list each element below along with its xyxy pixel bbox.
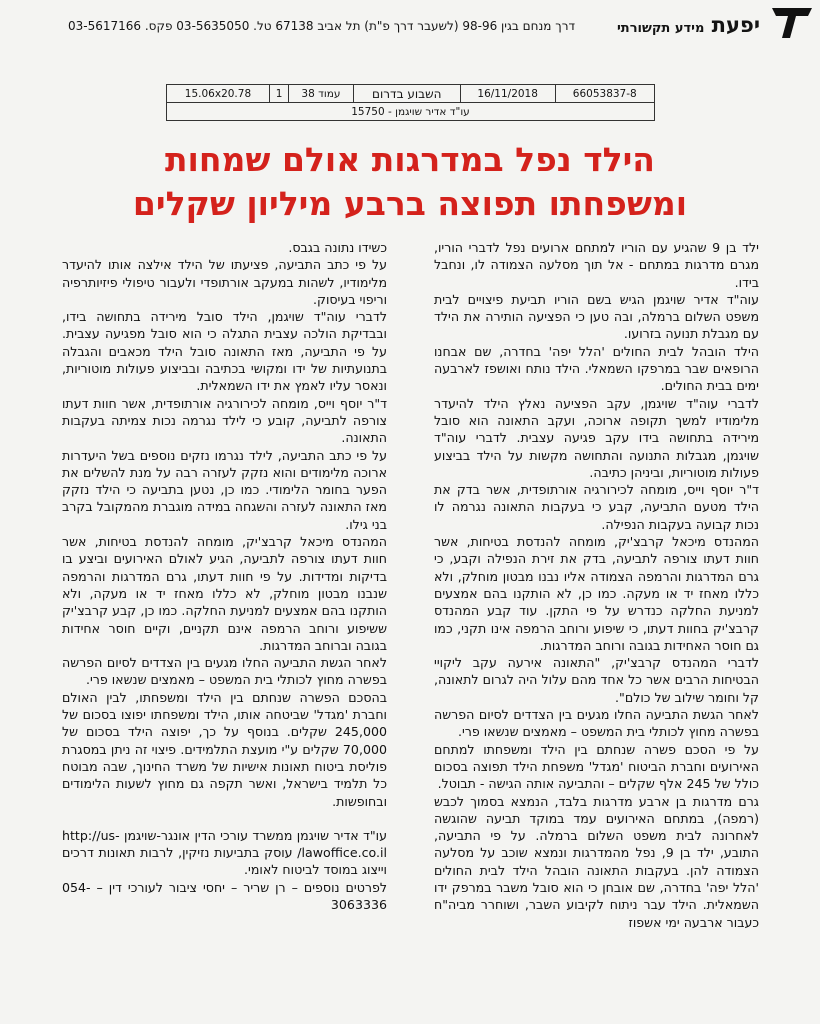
article-paragraph: עו"ד אדיר שויגמן ממשרד עורכי הדין אונגר-שויגמן http://us-lawoffice.co.il/ עוסק בתביעות נזיקין, לרבות תאונות דרכים וייצוג במוסד לביטוח לאומי. bbox=[62, 827, 387, 878]
meta-count: 1 bbox=[269, 85, 288, 103]
brand-title: יפעת bbox=[711, 13, 760, 37]
article-paragraph: הילד הובהל לבית החולים 'הלל יפה' בחדרה, שם אבחנו הרופאים שבר במרפקו השמאלי. הילד נותח ואושפז לארבעה ימים בבית החולים. bbox=[434, 343, 759, 394]
contact-line: דרך מנחם בגין 98-96 (לשעבר דרך פ"ת) תל אביב 67138 טל. 03-5635050 פקס. 03-5617166 bbox=[68, 19, 576, 33]
article-paragraph: לדברי עוה"ד שויגמן, עקב הפציעה נאלץ הילד להיעדר מלימודיו למשך תקופה ארוכה, ועקב התאונה הוא סובל מירידה בתחושה בידו עקב פגיעה עצבית. לדברי עוה"ד שויגמן, מגבלות התנועה והתחושה מקשות על הילד בביצוע פעולות מוטוריות, וביניהן כתיבה. bbox=[434, 395, 759, 480]
headline-line-1: הילד נפל במדרגות אולם שמחות bbox=[165, 140, 655, 179]
article-headline bbox=[60, 138, 760, 226]
header-bar bbox=[0, 0, 820, 66]
article-paragraph: ד"ר יוסף וייס, מומחה לכירורגיה אורתופדית, אשר חוות דעתו צורפה לתביעה, קובע כי לילד נגרמה נכות צמיתה בעקבות התאונה. bbox=[62, 395, 387, 446]
article-paragraph: עוה"ד אדיר שויגמן הגיש בשם הוריו תביעת פיצויים לבית משפט השלום ברמלה, ובה טען כי הפציעה הותירה את הילד עם מגבלת תנועה בזרועו. bbox=[434, 291, 759, 342]
article-column-right bbox=[434, 239, 759, 931]
article-paragraph: על פי כתב התביעה, לילד נגרמו נזקים נוספים בשל היעדרות ארוכה מלימודים והוא נזקק לעזרה רבה על מנת להשלים את הפער בחומר הלימודי. כמו כן, נטען בתביעה כי הילד נזקק מאז התאונה לעזרה והשגחה במידה מוגברת מהמקובל בקרב בני גילו. bbox=[62, 447, 387, 532]
meta-size: 15.06x20.78 bbox=[167, 85, 270, 103]
article-paragraph: לאחר הגשת התביעה החלו מגעים בין הצדדים לסיום הפרשה בפשרה מחוץ לכותלי בית המשפט – מאמצים שנשאו פרי. bbox=[434, 707, 759, 740]
article-paragraph: המהנדס מיכאל קרבצ'יק, מומחה להנדסת בטיחות, אשר חוות דעתו צורפה לתביעה, בדק את זירת הנפילה וקבע, כי גרם המדרגות והרמפה הצמודה אליו נבנו מבטון מוחלק, ולא כללו מאחז יד או מעקה. כמו כן, לא הותקנו בהם אמצעים למניעת החלקה כנדרש על פי התקן. עוד קבע המהנדס קרבצ'יק בחוות דעתו, כי שיפוע ורוחב הרמפה אינו תקני, כמו גם חוסר האחידות בגובה ורוחב המדרגות. bbox=[434, 534, 759, 653]
article-paragraph: לדברי עוה"ד שויגמן, הילד סובל מירידה בתחושה בידו, ובבדיקת הולכה עצבית התגלה כי הוא סובל מפגיעה עצבית. על פי התביעה, מאז התאונה סובל הילד מכאבים והגבלה בתנועתיות של ידו ומקושי בכתיבה ובביצוע פעולות מוטוריות, ונאסר עליו לאמץ את ידו השמאלית. bbox=[62, 309, 387, 394]
yifat-logo-icon bbox=[770, 6, 814, 40]
article-paragraph: לאחר הגשת התביעה החלו מגעים בין הצדדים לסיום הפרשה בפשרה מחוץ לכותלי בית המשפט – מאמצים שנשאו פרי. bbox=[62, 655, 387, 688]
brand-subtitle: מידע תקשורתי bbox=[616, 21, 705, 36]
meta-item-id: 66053837-8 bbox=[555, 85, 654, 103]
article-paragraph: לפרטים נוספים – רן שריר – יחסי ציבור לעורכי דין – 054-3063336 bbox=[62, 879, 387, 912]
article-paragraph: לדברי המהנדס קרבצ'יק, "התאונה אירעה עקב ליקויי הבטיחות הרבים אשר כל אחד מהם עלול היה לגרום לתאונה, קל וחומר שילוב של כולם". bbox=[434, 655, 759, 705]
headline-line-2: ומשפחתו תפוצה ברבע מיליון שקלים bbox=[132, 184, 688, 223]
meta-date: 16/11/2018 bbox=[460, 85, 555, 103]
brand-name bbox=[617, 13, 760, 37]
article-paragraph: ד"ר יוסף וייס, מומחה לכירורגיה אורתופדית, אשר בדק את הילד מטעם התביעה, קבע כי בעקבות התאונה נגרמה לו נכות קבועה בעקבות הנפילה. bbox=[434, 482, 759, 532]
article-paragraph: המהנדס מיכאל קרבצ'יק, מומחה להנדסת בטיחות, אשר חוות דעתו צורפה לתביעה, הגיע לאולם האירועים וביצע בו בדיקות ומדידות. על פי חוות דעתו, גרם המדרגות והרמפה שנבנו מבטון מוחלק, לא כללו מאחז יד או מעקה, ולא הותקנו בהם אמצעים למניעת החלקה. כמו כן, קבע קרבצ'יק ששיפוע ורוחב הרמפה אינם תקניים, וקיים חוסר אחידות בגובה וברוחב המדרגות. bbox=[62, 534, 387, 653]
article-paragraph: כשידו נתונה בגבס. bbox=[288, 240, 387, 255]
meta-page: עמוד 38 bbox=[289, 85, 354, 103]
meta-client: עו"ד אדיר שויגמן - 15750 bbox=[167, 103, 655, 121]
paragraph-gap bbox=[62, 810, 387, 827]
article-column-left bbox=[62, 239, 387, 913]
article-paragraph: בהסכם הפשרה שנחתם בין הילד ומשפחתו, לבין האולם וחברת 'מגדל' שביטחה אותו, הילד ומשפחתו יפוצו בסכום של 245,000 שקלים. בנוסף על כך, יפוצה הילד בסכום של 70,000 שקלים ע"י מועצת התלמידים. פיצוי זה ניתן במסגרת פוליסת ביטוח תאונות אישיות של משרד החינוך, שבה מבוטח כל תלמיד בישראל, ואשר תקפה גם מחוץ לשעות הלימודים ובחופשות. bbox=[62, 689, 387, 809]
meta-publication: השבוע בדרום bbox=[353, 85, 460, 103]
article-paragraph: גרם מדרגות בן ארבע מדרגות בלבד, הנמצא בסמוך לכבש (רמפה), במתחם האירועים עמד במוקד תביעה שהוגשה לאחרונה לבית משפט השלום ברמלה. על פי התביעה, התובע, ילד בן 9, נפל מהמדרגות ונמצא שוכב על מסלעה הצמודה להן. בעקבות התאונה הובהל הילד לבית החולים 'הלל יפה' בחדרה, שם אובחן כי הוא סובל משבר במרפק ידו השמאלית. הילד עבר ניתוח לקיבוע השבר, ושוחרר מביה"ח כעבור ארבעה ימי אשפוז bbox=[434, 793, 759, 930]
article-paragraph: על פי כתב התביעה, פציעתו של הילד אילצה אותו להיעדר מלימודיו, לשהות במעקב אורתופדי ולעבור טיפולי פיזיותרפיה וריפוי בעיסוק. bbox=[62, 257, 387, 307]
article-paragraph: על פי הסכם פשרה שנחתם בין הילד ומשפחתו למתחם האירועים וחברת הביטוח 'מגדל' משפחת הילד תפוצה בסכום כולל של 245 אלף שקלים – והתביעה אותה הגישה - תבוטל. bbox=[434, 741, 759, 792]
article-paragraph: ילד בן 9 שהגיע עם הוריו למתחם ארועים נפל לדברי הוריו, מגרם מדרגות במתחם - אל תוך מסלעה הצמודה לו, ונחבל בידו. bbox=[434, 240, 759, 290]
metadata-table bbox=[166, 84, 655, 121]
